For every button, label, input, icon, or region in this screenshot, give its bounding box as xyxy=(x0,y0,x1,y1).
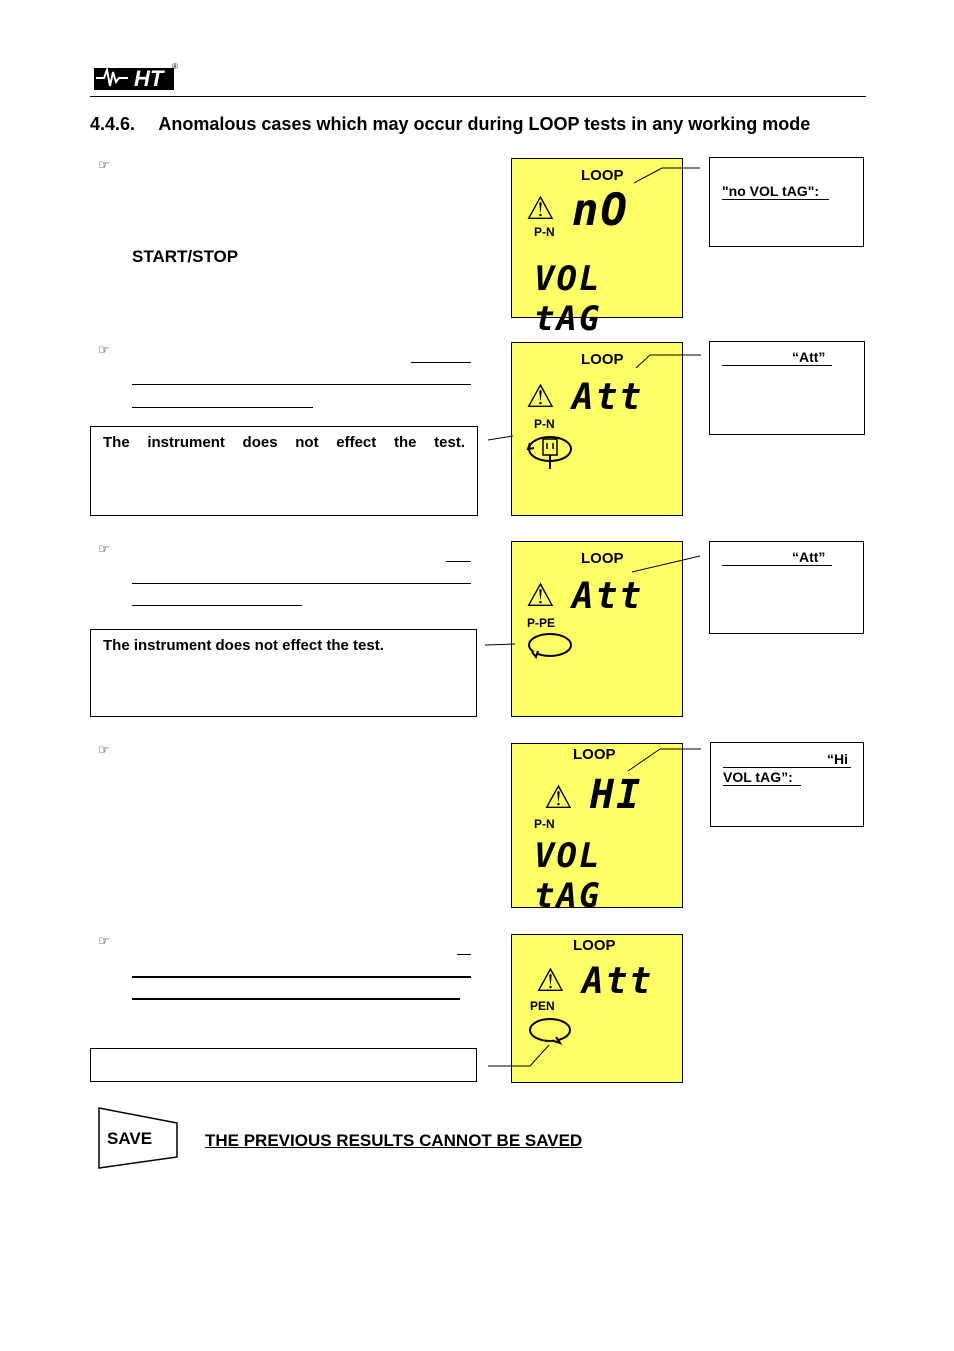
lcd-phase-label: P-N xyxy=(534,225,555,239)
save-key-label: SAVE xyxy=(107,1129,153,1148)
lcd-top-segment: HI xyxy=(590,772,643,818)
lcd-bottom-segment: VOL tAG xyxy=(534,259,602,339)
section-number: 4.4.6. xyxy=(90,114,136,134)
message-text: The instrument does not effect the test. xyxy=(103,637,384,654)
lcd-mode-label: LOOP xyxy=(581,167,624,184)
note-text-line1: “Hi xyxy=(827,751,848,767)
section-title: Anomalous cases which may occur during LOOP tests in any working mode xyxy=(158,114,811,134)
warning-triangle-icon: ⚠ xyxy=(544,779,573,815)
lcd-mode-label: LOOP xyxy=(573,746,616,763)
hand-pointing-icon: ☞ xyxy=(98,743,110,758)
warning-triangle-icon: ⚠ xyxy=(536,962,565,998)
warning-triangle-icon: ⚠ xyxy=(526,577,555,613)
lcd-phase-label: P-N xyxy=(534,817,555,831)
lcd-phase-label: PEN xyxy=(530,999,555,1013)
hand-pointing-icon: ☞ xyxy=(98,542,110,557)
hand-pointing-icon: ☞ xyxy=(98,343,110,358)
lcd-top-segment: nO xyxy=(572,185,629,236)
note-text: “Att” xyxy=(792,549,826,565)
lcd-phase-label: P-PE xyxy=(527,616,556,630)
lcd-top-segment: Att xyxy=(572,576,644,617)
logo-text: HT xyxy=(134,66,164,91)
lcd-mode-label: LOOP xyxy=(581,351,624,368)
lcd-top-segment: Att xyxy=(572,377,644,418)
note-text: "no VOL tAG": xyxy=(722,183,820,199)
warning-triangle-icon: ⚠ xyxy=(526,190,555,226)
lcd-mode-label: LOOP xyxy=(581,550,624,567)
message-text: The instrument does not effect the test. xyxy=(103,434,465,451)
note-text-line2: VOL tAG”: xyxy=(723,769,793,785)
hand-pointing-icon: ☞ xyxy=(98,934,110,949)
warning-triangle-icon: ⚠ xyxy=(526,378,555,414)
start-stop-key-label: START/STOP xyxy=(132,247,239,266)
lcd-top-segment: Att xyxy=(582,961,654,1002)
lcd-phase-label: P-N xyxy=(534,417,555,431)
save-warning-text: THE PREVIOUS RESULTS CANNOT BE SAVED xyxy=(205,1131,583,1150)
lcd-mode-label: LOOP xyxy=(573,937,616,954)
hand-pointing-icon: ☞ xyxy=(98,158,110,173)
logo-registered-mark: ® xyxy=(172,62,178,71)
note-text: “Att” xyxy=(792,349,826,365)
lcd-bottom-segment: VOL tAG xyxy=(534,836,602,916)
